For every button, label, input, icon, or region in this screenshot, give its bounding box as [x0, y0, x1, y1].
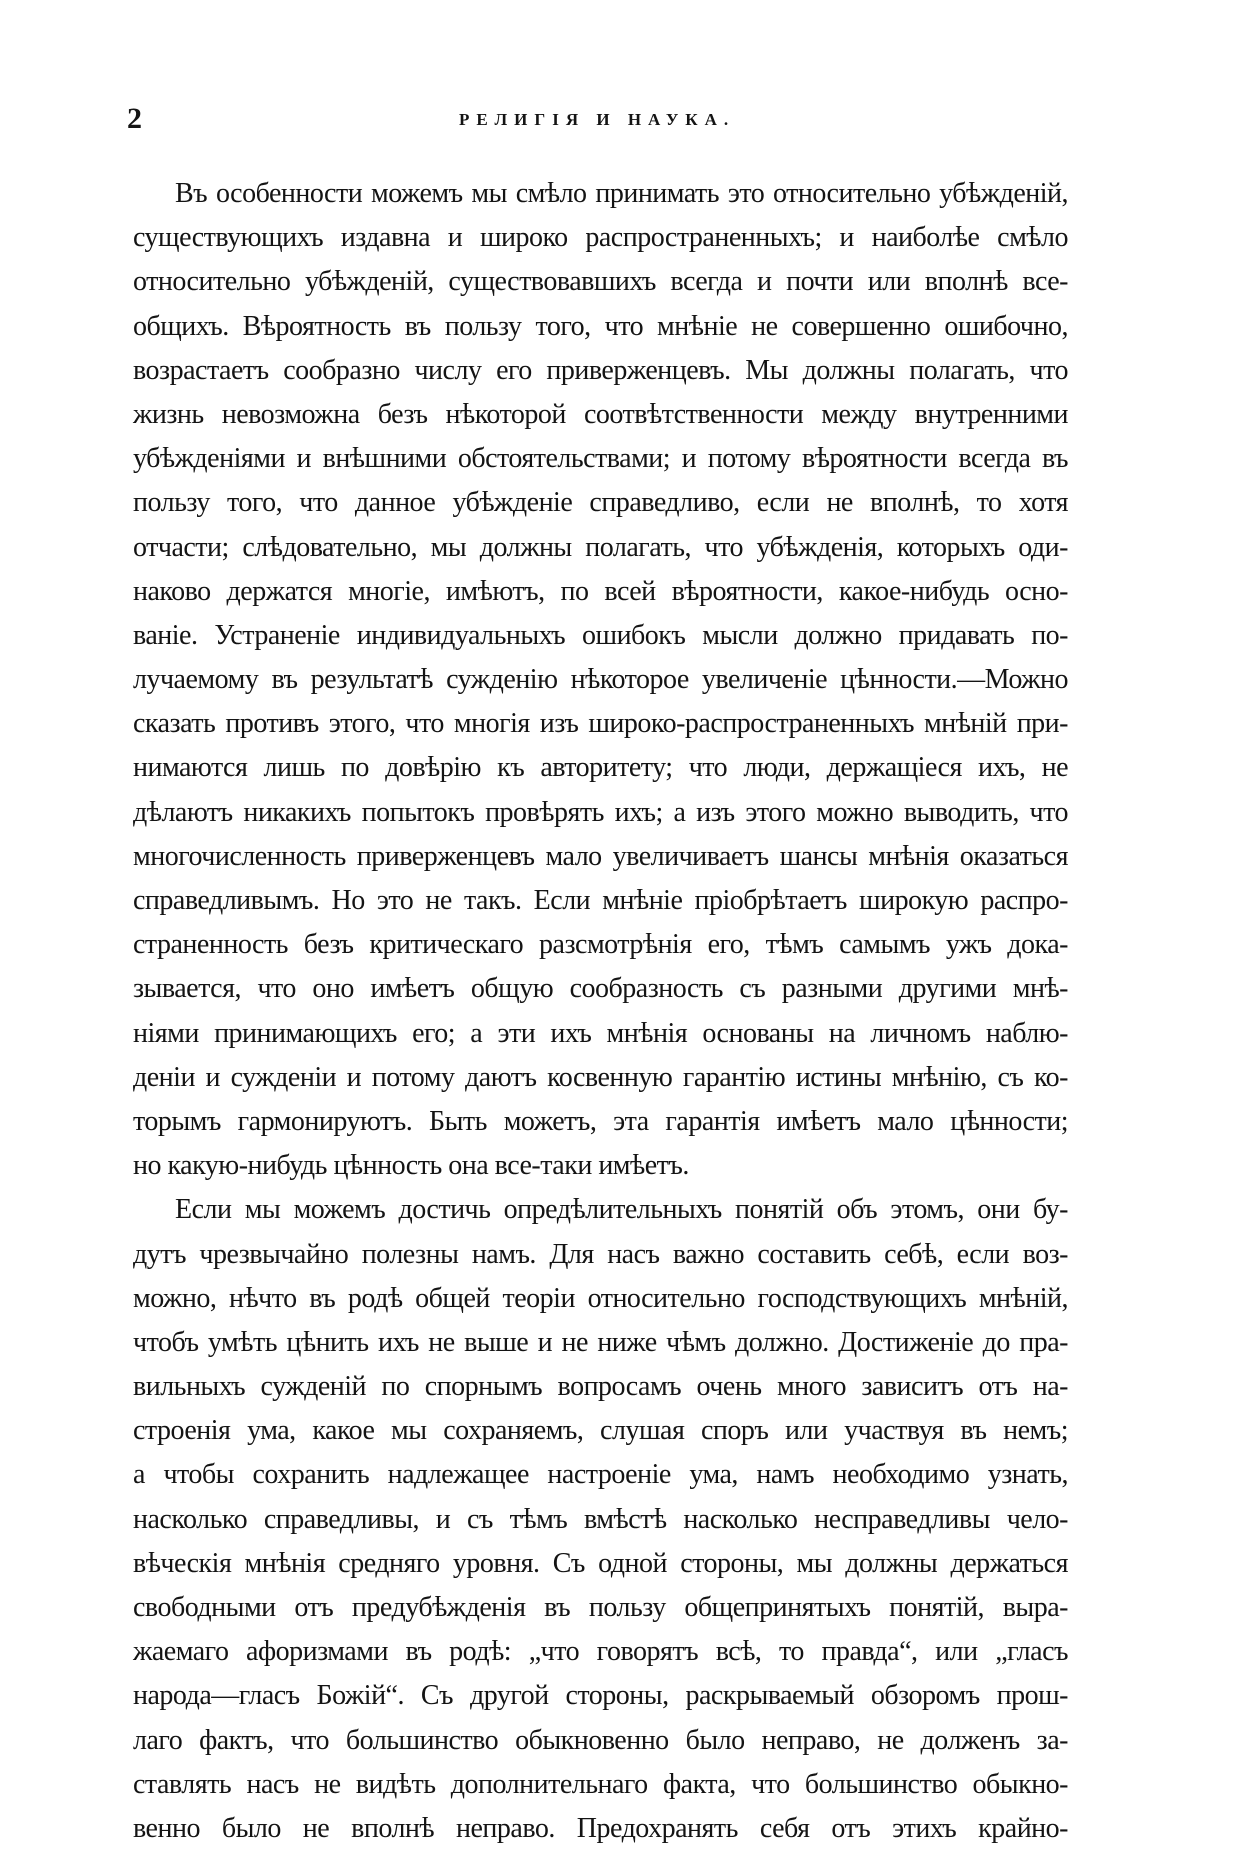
text-line: возрастаетъ сообразно числу его приверженцевъ. Мы должны полагать, что	[133, 354, 1068, 386]
paragraph-2	[133, 1188, 1068, 1851]
text-line: лаго фактъ, что большинство обыкновенно было неправо, не долженъ за-	[133, 1724, 1068, 1756]
text-line: пользу того, что данное убѣжденіе справедливо, если не вполнѣ, то хотя	[133, 487, 1068, 519]
text-line: справедливымъ. Но это не такъ. Если мнѣніе пріобрѣтаетъ широкую распро-	[133, 885, 1068, 916]
text-line: чтобъ умѣть цѣнить ихъ не выше и не ниже чѣмъ должно. Достиженіе до пра-	[133, 1326, 1068, 1358]
text-line: общихъ. Вѣроятность въ пользу того, что мнѣніе не совершенно ошибочно,	[133, 310, 1068, 342]
text-line: Если мы можемъ достичь опредѣлительныхъ понятій объ этомъ, они бу-	[175, 1194, 1068, 1226]
body-text	[133, 172, 1068, 1851]
text-line: нимаются лишь по довѣрію къ авторитету; что люди, держащіеся ихъ, не	[133, 752, 1068, 784]
text-line: жаемаго афоризмами въ родѣ: „что говорятъ всѣ, то правда“, или „гласъ	[133, 1636, 1068, 1668]
text-line: отчасти; слѣдовательно, мы должны полагать, что убѣжденія, которыхъ оди-	[133, 531, 1068, 563]
text-line: зывается, что оно имѣетъ общую сообразность съ разными другими мнѣ-	[133, 973, 1068, 1005]
text-line: жизнь невозможна безъ нѣкоторой соотвѣтственности между внутренними	[133, 398, 1068, 430]
text-line: народа—гласъ Божій“. Съ другой стороны, раскрываемый обзоромъ прош-	[133, 1680, 1068, 1712]
paragraph-1	[133, 172, 1068, 1188]
text-line: наково держатся многіе, имѣютъ, по всей вѣроятности, какое-нибудь осно-	[133, 575, 1068, 607]
text-line: существующихъ издавна и широко распространенныхъ; и наиболѣе смѣло	[133, 222, 1068, 254]
text-line: ваніе. Устраненіе индивидуальныхъ ошибокъ мысли должно придавать по-	[133, 619, 1068, 651]
page-number: 2	[127, 102, 142, 135]
text-line: ставлять насъ не видѣть дополнительнаго факта, что большинство обыкно-	[133, 1768, 1068, 1800]
text-line: вильныхъ сужденій по спорнымъ вопросамъ очень много зависитъ отъ на-	[133, 1371, 1068, 1403]
text-line: лучаемому въ результатѣ сужденію нѣкоторое увеличеніе цѣнности.—Можно	[133, 664, 1068, 696]
text-line: строенія ума, какое мы сохраняемъ, слушая споръ или участвуя въ немъ;	[133, 1415, 1068, 1447]
text-line: насколько справедливы, и съ тѣмъ вмѣстѣ насколько несправедливы чело-	[133, 1503, 1068, 1535]
text-line: вѣческія мнѣнія средняго уровня. Съ одной стороны, мы должны держаться	[133, 1547, 1068, 1579]
text-line: убѣжденіями и внѣшними обстоятельствами; и потому вѣроятности всегда въ	[133, 443, 1068, 475]
text-line: многочисленность приверженцевъ мало увеличиваетъ шансы мнѣнія оказаться	[133, 840, 1068, 872]
text-line: деніи и сужденіи и потому даютъ косвенную гарантію истины мнѣнію, съ ко-	[133, 1061, 1068, 1093]
text-line: Въ особенности можемъ мы смѣло принимать это относительно убѣжденій,	[175, 178, 1068, 209]
text-line: относительно убѣжденій, существовавшихъ всегда и почти или вполнѣ все-	[133, 266, 1068, 298]
text-line: дѣлаютъ никакихъ попытокъ провѣрять ихъ; а изъ этого можно выводить, что	[133, 796, 1068, 828]
text-line: ніями принимающихъ его; а эти ихъ мнѣнія основаны на личномъ наблю-	[133, 1017, 1068, 1049]
text-line: венно было не вполнѣ неправо. Предохранять себя отъ этихъ крайно-	[133, 1812, 1068, 1844]
running-head: РЕЛИГІЯ И НАУКА.	[459, 110, 736, 129]
text-line: страненность безъ критическаго разсмотрѣнія его, тѣмъ самымъ ужъ дока-	[133, 929, 1068, 961]
text-line: сказать противъ этого, что многія изъ широко-распространенныхъ мнѣній при-	[133, 708, 1068, 740]
text-line: дутъ чрезвычайно полезны намъ. Для насъ важно составить себѣ, если воз-	[133, 1238, 1068, 1270]
text-line: можно, нѣчто въ родѣ общей теоріи относительно господствующихъ мнѣній,	[133, 1282, 1068, 1314]
text-line: свободными отъ предубѣжденія въ пользу общепринятыхъ понятій, выра-	[133, 1592, 1068, 1623]
text-line: торымъ гармонируютъ. Быть можетъ, эта гарантія имѣетъ мало цѣнности;	[133, 1105, 1068, 1137]
text-line: но какую-нибудь цѣнность она все-таки имѣетъ.	[133, 1150, 689, 1182]
text-line: а чтобы сохранить надлежащее настроеніе ума, намъ необходимо узнать,	[133, 1459, 1068, 1491]
